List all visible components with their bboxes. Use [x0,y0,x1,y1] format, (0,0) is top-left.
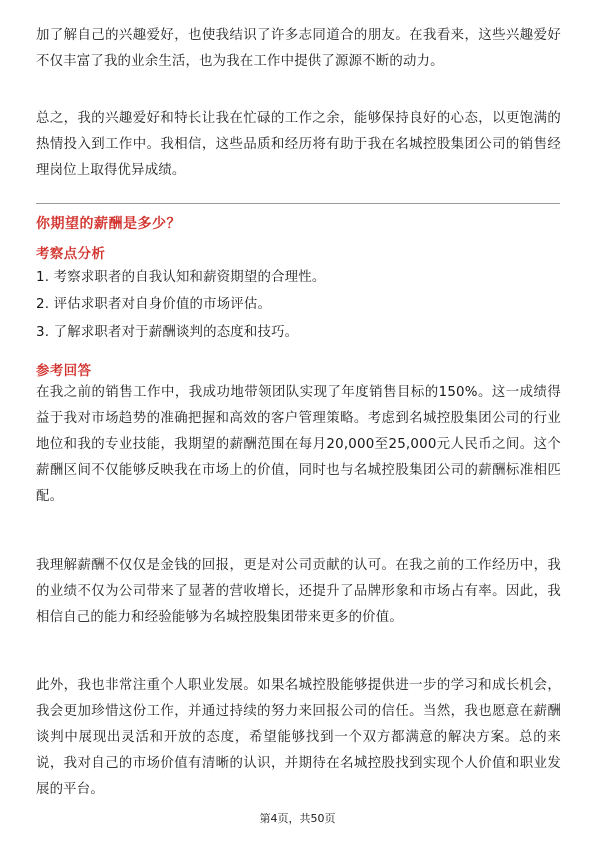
intro-paragraph-2: 总之，我的兴趣爱好和特长让我在忙碌的工作之余，能够保持良好的心态，以更饱满的热情投入到工作中。我相信，这些品质和经历将有助于我在名城控股集团公司的销售经理岗位上取得优异成绩。 [36,111,561,178]
intro-paragraph-1: 加了解自己的兴趣爱好，也使我结识了许多志同道合的朋友。在我看来，这些兴趣爱好不仅丰富了我的业余生活，也为我在工作中提供了源源不断的动力。 [36,28,561,69]
analysis-item-1: 1. 考察求职者的自我认知和薪资期望的合理性。 [36,270,326,285]
answer-paragraph-2: 我理解薪酬不仅仅是金钱的回报，更是对公司贡献的认可。在我之前的工作经历中，我的业绩不仅为公司带来了显著的营收增长，还提升了品牌形象和市场占有率。因此，我相信自己的能力和经验能够为名城控股集团带来更多的价值。 [36,558,561,625]
analysis-heading: 考察点分析 [36,247,106,262]
analysis-item-2: 2. 评估求职者对自身价值的市场评估。 [36,297,272,312]
section-divider [36,203,560,204]
analysis-item-3: 3. 了解求职者对于薪酬谈判的态度和技巧。 [36,325,299,340]
page-number: 第4页，共50页 [259,812,336,825]
question-title: 你期望的薪酬是多少？ [36,216,181,232]
answer-paragraph-1: 在我之前的销售工作中，我成功地带领团队实现了年度销售目标的150%。这一成绩得益于我对市场趋势的准确把握和高效的客户管理策略。考虑到名城控股集团公司的行业地位和我的专业技能，我期望的薪酬范围在每月20,000至25,000元人民币之间。这个薪酬区间不仅能够反映我在市场上的价值，同时也与名城控股集团公司的薪酬标准相匹配。 [36,385,561,504]
answer-heading: 参考回答 [36,364,92,379]
answer-paragraph-3: 此外，我也非常注重个人职业发展。如果名城控股能够提供进一步的学习和成长机会，我会更加珍惜这份工作，并通过持续的努力来回报公司的信任。当然，我也愿意在薪酬谈判中展现出灵活和开放的态度，希望能够找到一个双方都满意的解决方案。总的来说，我对自己的市场价值有清晰的认识，并期待在名城控股找到实现个人价值和职业发展的平台。 [36,678,561,797]
